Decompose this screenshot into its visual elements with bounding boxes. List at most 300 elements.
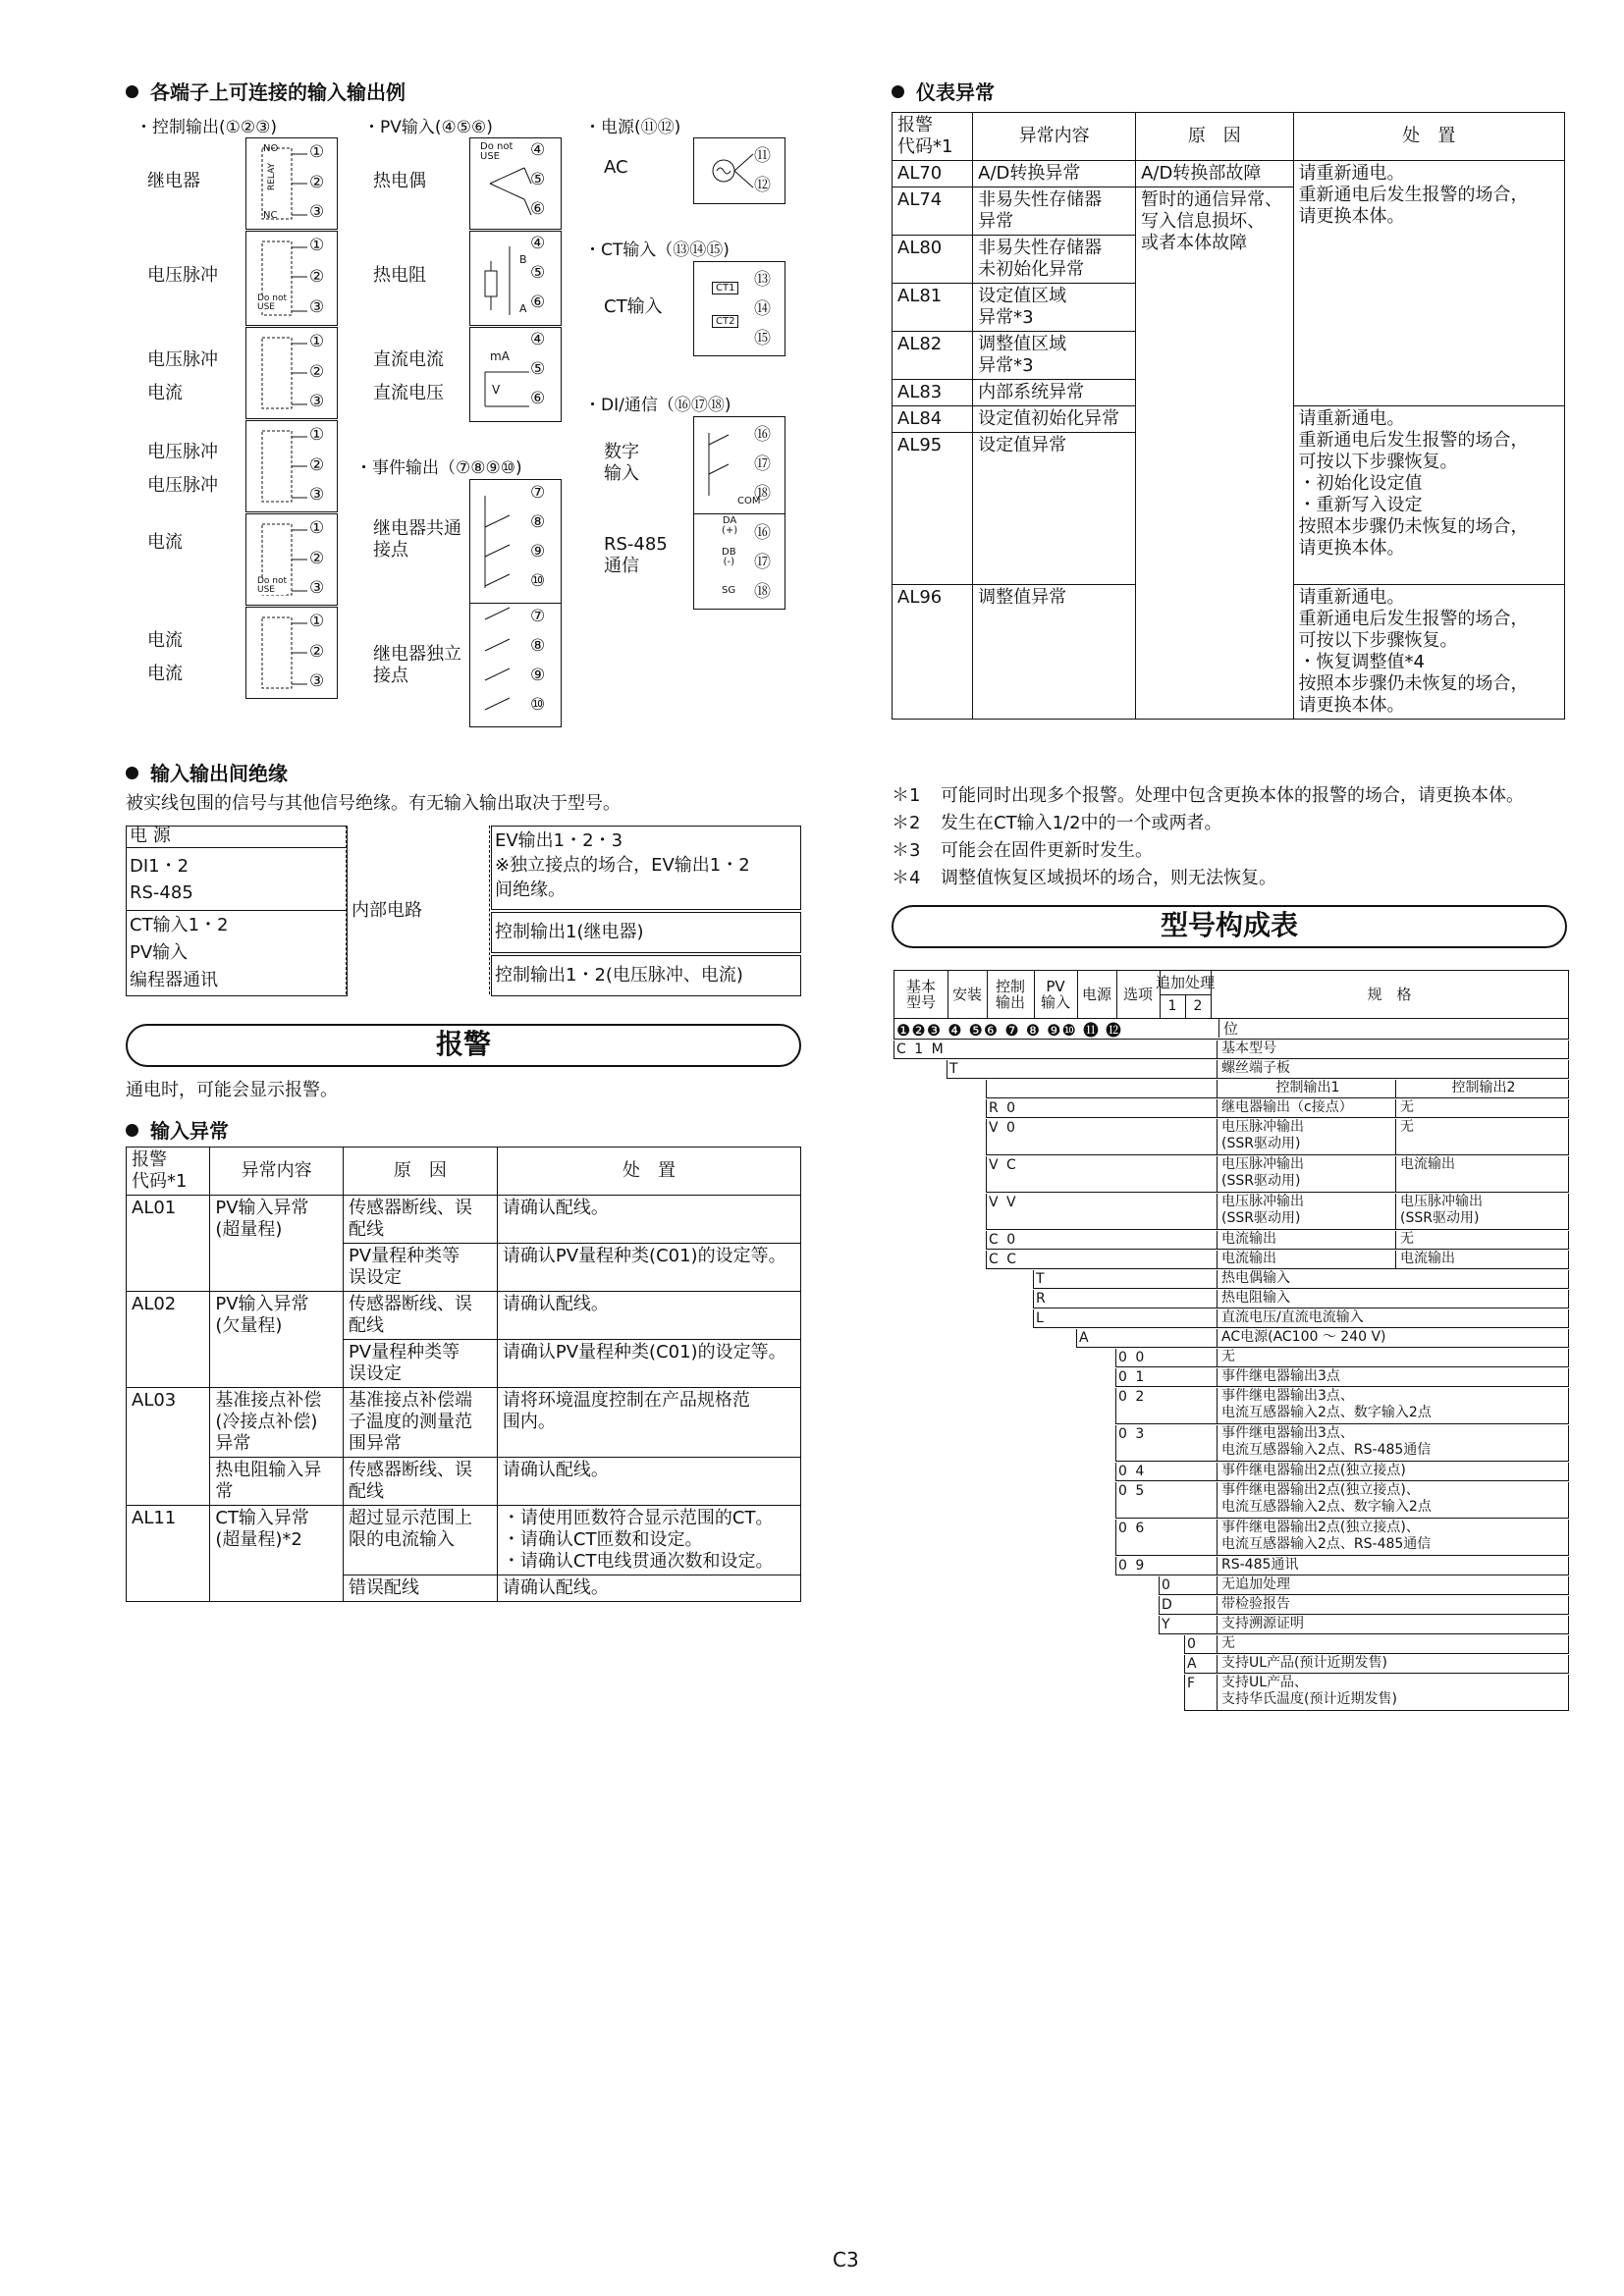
pv-label-rtd: 热电阻 — [373, 265, 426, 286]
model-row — [1033, 1270, 1569, 1289]
table-row — [127, 1388, 801, 1458]
sg-tag: SG — [722, 585, 736, 596]
model-row — [986, 1231, 1569, 1250]
table-cell: AL02 — [127, 1292, 210, 1388]
terminal-pin: ⑤ — [530, 263, 546, 283]
terminal-pin: ③ — [309, 485, 325, 506]
model-header-cell: 规 格 — [1211, 971, 1569, 1018]
terminal-pin: ① — [309, 236, 325, 255]
alarm-desc: 通电时，可能会显示报警。 — [126, 1080, 338, 1100]
model-spec: 支持UL产品、 支持华氏温度(预计近期发售) — [1217, 1675, 1571, 1710]
model-code: 0 5 — [1118, 1483, 1147, 1499]
ma-tag: mA — [490, 349, 510, 363]
isolation-ct: CT输入1・2 PV输入 编程器通讯 — [130, 915, 229, 990]
nc-tag: NC — [263, 210, 278, 221]
model-code: T — [1036, 1271, 1047, 1287]
table-cell: PV输入异常 (超量程) — [210, 1196, 344, 1292]
pv-input-heading: ・PV输入(④⑤⑥) — [363, 118, 493, 137]
control-label-voltage-voltage: 电压脉冲 电压脉冲 — [147, 442, 218, 496]
model-code: T — [949, 1061, 960, 1077]
table-cell: 请确认PV量程种类(C01)的设定等。 — [497, 1340, 800, 1388]
model-code: L — [1036, 1310, 1046, 1326]
isolation-desc: 被实线包围的信号与其他信号绝缘。有无输入输出取决于型号。 — [126, 793, 621, 814]
alarm-content: 非易失性存储器 未初始化异常 — [973, 236, 1136, 284]
table-cell: 请将环境温度控制在产品规格范 围内。 — [497, 1388, 800, 1458]
model-spec: RS-485通讯 — [1217, 1557, 1571, 1575]
alarm-code: AL95 — [893, 433, 973, 585]
alarm-code: AL80 — [893, 236, 973, 284]
note-item — [892, 781, 1524, 807]
alarm-action: 请重新通电。 重新通电后发生报警的场合， 可按以下步骤恢复。 ・初始化设定值 ・重新写入设定 按照本步骤仍未恢复的场合， 请更换本体。 — [1293, 406, 1564, 585]
model-code: 0 — [1187, 1636, 1198, 1652]
isolation-ctrl12: 控制输出1・2(电压脉冲、电流) — [495, 965, 743, 986]
table-cell: 传感器断线、误 配线 — [343, 1196, 497, 1244]
model-row — [1115, 1368, 1569, 1387]
model-spec: 电压脉冲输出 (SSR驱动用) — [1217, 1156, 1394, 1192]
note-marker: ＊1 — [892, 785, 921, 806]
terminal-pin: ③ — [309, 671, 325, 692]
terminal-pin: ⑩ — [530, 695, 546, 715]
model-code: Y — [1162, 1617, 1172, 1632]
model-row — [986, 1156, 1569, 1193]
model-table — [893, 970, 1567, 1873]
model-code: 0 — [1162, 1577, 1172, 1593]
model-spec: 事件继电器输出2点(独立接点)、 电流互感器输入2点、数字输入2点 — [1217, 1482, 1571, 1518]
alarm-code: AL74 — [893, 187, 973, 236]
terminal-pin: ③ — [309, 578, 325, 599]
page-number: C3 — [833, 2248, 859, 2271]
relay-contacts-independent-icon — [470, 604, 561, 726]
model-spec: 电流输出 — [1217, 1231, 1394, 1249]
table-cell: 错误配线 — [343, 1575, 497, 1602]
model-row — [947, 1060, 1569, 1079]
table-cell: AL01 — [127, 1196, 210, 1292]
model-spec: 热电阻输入 — [1217, 1290, 1571, 1308]
ct-diagram — [693, 261, 785, 356]
table-header: 原 因 — [1136, 113, 1293, 161]
ct-heading: ・CT输入（⑬⑭⑮) — [584, 240, 730, 260]
note-marker: ＊3 — [892, 840, 921, 861]
model-spec: 事件继电器输出2点(独立接点)、 电流互感器输入2点、RS-485通信 — [1217, 1520, 1571, 1555]
table-header: 报警 代码*1 — [127, 1148, 210, 1196]
ct-label: CT输入 — [604, 296, 663, 317]
event-common-diagram — [469, 479, 562, 604]
terminal-pin: ⑧ — [530, 636, 546, 656]
model-row — [986, 1099, 1569, 1118]
table-header: 异常内容 — [973, 113, 1136, 161]
model-code: V V — [989, 1195, 1018, 1210]
terminal-pin: ⑰ — [754, 553, 771, 572]
terminal-pin: ① — [309, 612, 325, 631]
table-cell: 基准接点补偿 (冷接点补偿) 异常 — [210, 1388, 344, 1458]
alarm-content: 非易失性存储器 异常 — [973, 187, 1136, 236]
table-row — [127, 1292, 801, 1340]
do-not-use-tag: Do not USE — [480, 141, 514, 162]
table-cell: 请确认配线。 — [497, 1196, 800, 1244]
alarm-content: 设定值异常 — [973, 433, 1136, 585]
terminal-pin: ④ — [530, 234, 546, 253]
di-diagram — [693, 416, 785, 514]
bullet-icon — [126, 1124, 138, 1137]
input-error-heading: 输入异常 — [126, 1115, 229, 1144]
no-tag: NO — [263, 143, 279, 154]
terminal-pin: ② — [309, 172, 325, 192]
event-independent-diagram — [469, 603, 562, 727]
alarm-code: AL96 — [893, 585, 973, 720]
power-heading: ・电源(⑪⑫) — [584, 118, 681, 137]
table-row — [893, 161, 1565, 187]
model-row — [986, 1194, 1569, 1230]
alarm-section-title: 报警 — [126, 1024, 801, 1067]
model-spec: 无追加处理 — [1217, 1576, 1571, 1594]
thermocouple-icon — [470, 138, 561, 229]
model-spec: 无 — [1217, 1635, 1571, 1653]
model-row — [1115, 1520, 1569, 1556]
terminal-pin: ④ — [530, 140, 546, 160]
note-item — [892, 836, 1153, 862]
model-row — [986, 1119, 1569, 1155]
terminal-pin: ⑬ — [754, 270, 771, 290]
model-row — [1115, 1482, 1569, 1519]
table-cell: 请确认配线。 — [497, 1292, 800, 1340]
model-header — [893, 970, 1569, 1019]
model-row — [986, 1080, 1569, 1098]
note-text: 可能会在固件更新时发生。 — [941, 840, 1153, 861]
terminal-pin: ⑰ — [754, 454, 771, 474]
model-header-cell: 追加处理 — [1160, 971, 1212, 995]
model-code: 0 2 — [1118, 1389, 1147, 1405]
terminal-pin: ⑤ — [530, 359, 546, 379]
table-row — [127, 1196, 801, 1244]
alarm-code: AL82 — [893, 332, 973, 380]
model-subheader-cell: 1 — [1160, 994, 1186, 1018]
relay-contacts-icon — [470, 480, 561, 603]
terminal-pin: ⑯ — [754, 523, 771, 543]
control-diagram — [245, 137, 338, 230]
terminal-pin: ④ — [530, 330, 546, 349]
model-code: V 0 — [989, 1120, 1017, 1136]
note-text: 调整值恢复区域损坏的场合，则无法恢复。 — [941, 868, 1276, 888]
power-diagram — [693, 137, 785, 204]
terminal-pin: ⑪ — [754, 146, 771, 166]
alarm-content: 调整值区域 异常*3 — [973, 332, 1136, 380]
alarm-code: AL84 — [893, 406, 973, 433]
alarm-action: 请重新通电。 重新通电后发生报警的场合， 请更换本体。 — [1293, 161, 1564, 406]
table-cell: 请确认配线。 — [497, 1458, 800, 1506]
terminal-pin: ① — [309, 518, 325, 538]
model-row — [1115, 1557, 1569, 1575]
rs485-label: RS-485 通信 — [604, 534, 668, 576]
model-row — [1033, 1309, 1569, 1328]
model-spec: 电压脉冲输出 (SSR驱动用) — [1217, 1194, 1394, 1229]
model-spec2: 控制输出2 — [1395, 1080, 1567, 1097]
model-code: V C — [989, 1157, 1018, 1173]
terminal-pin: ② — [309, 548, 325, 568]
model-code: 0 6 — [1118, 1521, 1147, 1536]
isolation-diagram — [126, 826, 801, 996]
table-cell: 基准接点补偿端 子温度的测量范 围异常 — [343, 1388, 497, 1458]
alarm-cause: A/D转换部故障 — [1136, 161, 1293, 187]
model-code: C C — [989, 1252, 1019, 1267]
pv-rtd-diagram — [469, 231, 562, 326]
relay-tag: RELAY — [267, 162, 278, 191]
table-cell: CT输入异常 (超量程)*2 — [210, 1506, 344, 1602]
model-spec: 带检验报告 — [1217, 1596, 1571, 1614]
table-header: 报警 代码*1 — [893, 113, 973, 161]
control-diagram — [245, 327, 338, 419]
table-header: 处 置 — [497, 1148, 800, 1196]
note-item — [892, 809, 1222, 834]
do-not-use-tag: Do not USE — [257, 576, 288, 595]
table-cell: ・请使用匝数符合显示范围的CT。 ・请确认CT匝数和设定。 ・请确认CT电线贯通次数和设定。 — [497, 1506, 800, 1575]
pos-label: 位 — [1218, 1018, 1238, 1038]
model-spec2: 无 — [1395, 1231, 1567, 1249]
alarm-content: A/D转换异常 — [973, 161, 1136, 187]
ac-source-icon — [694, 138, 785, 203]
terminal-pin: ⑦ — [530, 483, 546, 503]
terminal-pin: ⑦ — [530, 607, 546, 626]
model-subheader-cell: 2 — [1185, 994, 1212, 1018]
note-item — [892, 864, 1276, 889]
model-spec2: 无 — [1395, 1119, 1567, 1154]
model-row — [1115, 1388, 1569, 1424]
ct2-tag: CT2 — [712, 315, 738, 328]
terminal-pin: ⑨ — [530, 666, 546, 685]
b-tag: B — [519, 253, 527, 266]
control-diagram — [245, 420, 338, 512]
alarm-content: 调整值异常 — [973, 585, 1136, 720]
model-row — [1184, 1655, 1569, 1674]
model-row — [1184, 1675, 1569, 1711]
pv-dc-diagram — [469, 327, 562, 422]
model-section-title: 型号构成表 — [892, 905, 1567, 948]
model-code: C 1 M — [896, 1041, 946, 1057]
bullet-icon — [126, 85, 138, 98]
a-tag: A — [519, 302, 527, 315]
examples-heading: 各端子上可连接的输入输出例 — [126, 77, 406, 105]
model-spec: 基本型号 — [1217, 1041, 1571, 1058]
isolation-heading: 输入输出间绝缘 — [126, 758, 288, 786]
note-marker: ＊2 — [892, 813, 921, 833]
model-header-cell: 基本 型号 — [894, 971, 948, 1018]
model-row — [1033, 1290, 1569, 1308]
bullet-icon — [126, 767, 138, 779]
di-label: 数字 输入 — [604, 442, 639, 484]
isolation-ev: EV输出1・2・3 ※独立接点的场合，EV输出1・2 间绝缘。 — [495, 830, 750, 900]
terminal-pin: ③ — [309, 297, 325, 318]
resistor-icon — [470, 232, 561, 325]
table-cell: 请确认配线。 — [497, 1575, 800, 1602]
note-marker: ＊4 — [892, 868, 921, 888]
pv-label-dc: 直流电流 直流电压 — [373, 349, 444, 403]
model-header-cell: 控制 输出 — [987, 971, 1035, 1018]
terminal-pin: ⑩ — [530, 571, 546, 591]
model-code: A — [1187, 1656, 1199, 1672]
table-row — [127, 1506, 801, 1575]
alarm-code: AL81 — [893, 284, 973, 332]
model-spec: 控制输出1 — [1217, 1080, 1394, 1097]
control-output-heading: ・控制输出(①②③) — [135, 118, 277, 137]
model-code: F — [1187, 1676, 1198, 1691]
control-label-current: 电流 — [147, 532, 183, 553]
terminal-pin: ⑥ — [530, 293, 546, 312]
terminal-pin: ③ — [309, 202, 325, 223]
isolation-ctrl1: 控制输出1(继电器) — [495, 922, 644, 942]
model-row — [1115, 1463, 1569, 1481]
terminal-pin: ③ — [309, 392, 325, 412]
pv-thermocouple-diagram — [469, 137, 562, 230]
alarm-content: 内部系统异常 — [973, 380, 1136, 406]
terminal-pin: ⑱ — [754, 484, 771, 504]
model-spec: 无 — [1217, 1349, 1571, 1366]
control-label-relay: 继电器 — [147, 171, 200, 191]
model-header-cell: PV 输入 — [1034, 971, 1078, 1018]
model-row — [1159, 1616, 1569, 1634]
terminal-pin: ⑯ — [754, 425, 771, 445]
model-spec2: 电流输出 — [1395, 1251, 1567, 1268]
model-spec: 事件继电器输出3点 — [1217, 1368, 1571, 1386]
table-cell: PV量程种类等 误设定 — [343, 1244, 497, 1292]
event-label-common: 继电器共通 接点 — [373, 518, 461, 561]
terminal-pin: ① — [309, 332, 325, 351]
device-error-table — [892, 112, 1565, 720]
terminal-pin: ⑭ — [754, 299, 771, 319]
model-digit-row — [893, 1017, 1569, 1040]
terminal-pin: ① — [309, 425, 325, 445]
table-cell: PV量程种类等 误设定 — [343, 1340, 497, 1388]
control-label-voltage-current: 电压脉冲 电流 — [147, 349, 218, 403]
model-spec: 热电偶输入 — [1217, 1270, 1571, 1288]
do-not-use-tag: Do not USE — [257, 294, 288, 312]
bullet-icon — [892, 85, 904, 98]
model-header-cell: 电源 — [1077, 971, 1117, 1018]
model-spec: 支持溯源证明 — [1217, 1616, 1571, 1633]
alarm-action: 请重新通电。 重新通电后发生报警的场合， 可按以下步骤恢复。 ・恢复调整值*4 按照本步骤仍未恢复的场合， 请更换本体。 — [1293, 585, 1564, 720]
model-spec: 事件继电器输出2点(独立接点) — [1217, 1463, 1571, 1480]
event-label-independent: 继电器独立 接点 — [373, 644, 461, 686]
terminal-pin: ② — [309, 641, 325, 662]
model-code: R 0 — [989, 1100, 1018, 1116]
table-header: 原 因 — [343, 1148, 497, 1196]
model-header-cell: 安装 — [947, 971, 988, 1018]
model-spec2: 电流输出 — [1395, 1156, 1567, 1192]
model-spec: 螺丝端子板 — [1217, 1060, 1571, 1078]
terminal-pin: ⑫ — [754, 176, 771, 195]
model-code: C 0 — [989, 1232, 1018, 1248]
model-row — [1159, 1576, 1569, 1595]
model-spec: 支持UL产品(预计近期发售) — [1217, 1655, 1571, 1673]
terminal-pin: ② — [309, 454, 325, 475]
model-spec: 继电器输出（c接点） — [1217, 1099, 1394, 1117]
control-label-voltage: 电压脉冲 — [147, 265, 218, 286]
model-code: 0 9 — [1118, 1558, 1147, 1574]
dc-wire-icon — [470, 328, 561, 421]
model-row — [1159, 1596, 1569, 1615]
di-heading: ・DI/通信（⑯⑰⑱) — [584, 396, 731, 415]
table-header-row — [127, 1148, 801, 1196]
terminal-pin: ② — [309, 266, 325, 287]
ct1-tag: CT1 — [712, 282, 738, 294]
model-spec: 电流输出 — [1217, 1251, 1394, 1268]
table-cell: 传感器断线、误 配线 — [343, 1458, 497, 1506]
model-spec: 事件继电器输出3点、 电流互感器输入2点、数字输入2点 — [1217, 1388, 1571, 1423]
digit-labels: ❶❷❸ ❹ ❺❻ ❼ ❽ ❾❿ ⓫ ⓬ — [896, 1021, 1123, 1040]
model-spec: 事件继电器输出3点、 电流互感器输入2点、RS-485通信 — [1217, 1425, 1571, 1461]
power-ac-label: AC — [604, 157, 628, 178]
table-cell: 请确认PV量程种类(C01)的设定等。 — [497, 1244, 800, 1292]
model-code: R — [1036, 1291, 1048, 1307]
model-row — [1184, 1635, 1569, 1654]
com-tag: COM — [737, 496, 761, 507]
terminal-pin: ② — [309, 361, 325, 382]
model-spec2: 电压脉冲输出 (SSR驱动用) — [1395, 1194, 1567, 1229]
terminal-pin: ⑥ — [530, 199, 546, 219]
input-error-table — [126, 1147, 801, 1602]
isolation-power: 电 源 — [126, 826, 346, 848]
model-row — [893, 1041, 1569, 1059]
table-header: 处 置 — [1293, 113, 1564, 161]
table-cell: 超过显示范围上 限的电流输入 — [343, 1506, 497, 1575]
control-diagram — [245, 607, 338, 699]
terminal-pin: ⑮ — [754, 329, 771, 348]
rs485-diagram — [693, 513, 785, 610]
model-code: 0 0 — [1118, 1350, 1147, 1365]
table-cell: AL11 — [127, 1506, 210, 1602]
terminal-pin: ⑱ — [754, 582, 771, 602]
terminal-pin: ⑧ — [530, 512, 546, 532]
control-label-current-current: 电流 电流 — [147, 630, 183, 684]
model-code: 0 3 — [1118, 1426, 1147, 1442]
alarm-code: AL70 — [893, 161, 973, 187]
table-cell: PV输入异常 (欠量程) — [210, 1292, 344, 1388]
alarm-code: AL83 — [893, 380, 973, 406]
table-cell: AL03 — [127, 1388, 210, 1506]
db-tag: DB (-) — [722, 547, 736, 567]
note-text: 可能同时出现多个报警。处理中包含更换本体的报警的场合，请更换本体。 — [941, 785, 1524, 806]
isolation-di: DI1・2 RS-485 — [130, 856, 193, 903]
alarm-content: 设定值初始化异常 — [973, 406, 1136, 433]
terminal-pin: ⑥ — [530, 389, 546, 408]
table-cell: 传感器断线、误 配线 — [343, 1292, 497, 1340]
pv-label-thermocouple: 热电偶 — [373, 171, 426, 191]
model-code: 0 4 — [1118, 1464, 1147, 1479]
event-output-heading: ・事件输出（⑦⑧⑨⑩) — [355, 458, 522, 478]
alarm-content: 设定值区域 异常*3 — [973, 284, 1136, 332]
model-code: A — [1079, 1330, 1091, 1346]
table-cell: 热电阻输入异 常 — [210, 1458, 344, 1506]
model-row — [1076, 1329, 1569, 1348]
model-row — [1115, 1425, 1569, 1462]
model-spec: AC电源(AC100 ～ 240 V) — [1217, 1329, 1571, 1347]
da-tag: DA (+) — [722, 515, 738, 536]
device-error-heading: 仪表异常 — [892, 77, 995, 105]
note-text: 发生在CT输入1/2中的一个或两者。 — [941, 813, 1222, 833]
model-header-cell: 选项 — [1116, 971, 1161, 1018]
table-header-row — [893, 113, 1565, 161]
table-header: 异常内容 — [210, 1148, 344, 1196]
v-tag: V — [492, 383, 501, 397]
isolation-internal: 内部电路 — [352, 900, 422, 921]
terminal-pin: ⑨ — [530, 542, 546, 561]
model-code: 0 1 — [1118, 1369, 1147, 1385]
model-spec2: 无 — [1395, 1099, 1567, 1117]
terminal-pin: ① — [309, 142, 325, 162]
alarm-cause: 暂时的通信异常、 写入信息损坏、 或者本体故障 — [1136, 187, 1293, 720]
model-row — [1115, 1349, 1569, 1367]
model-spec: 电压脉冲输出 (SSR驱动用) — [1217, 1119, 1394, 1154]
model-code: D — [1162, 1597, 1174, 1613]
model-row — [986, 1251, 1569, 1269]
